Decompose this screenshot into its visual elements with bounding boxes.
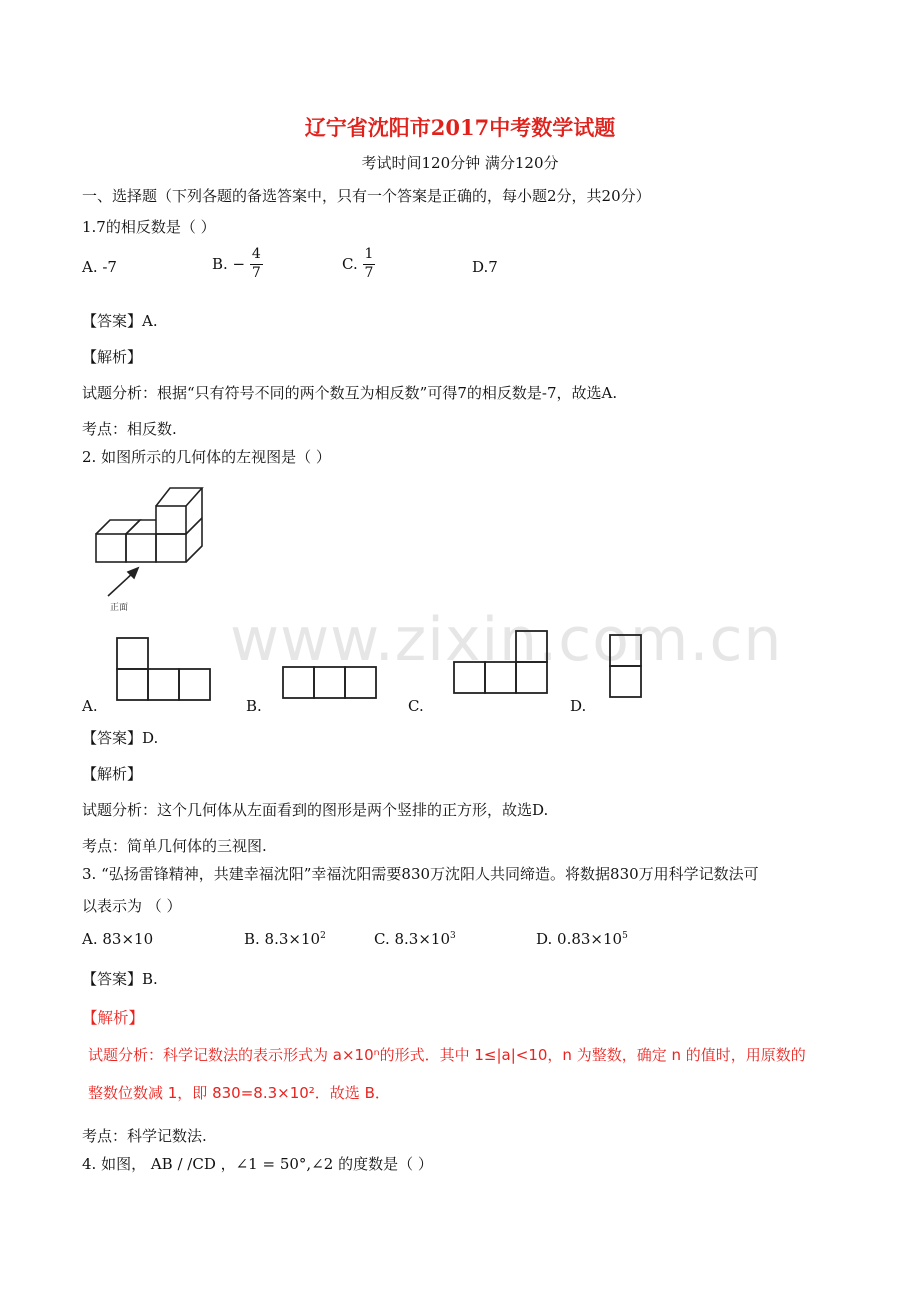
q2-answer: 【答案】D.: [82, 729, 159, 747]
q1-option-c-numerator: 1: [363, 246, 376, 265]
q2-option-d-label: D.: [570, 697, 587, 715]
exam-info: 考试时间120分钟 满分120分: [361, 154, 559, 172]
q3-analysis-label: 【解析】: [82, 1009, 145, 1027]
q3-option-c-exponent: 3: [450, 931, 456, 941]
q1-option-c-fraction: [363, 246, 376, 282]
q2-option-b-figure: [282, 666, 378, 700]
q3-option-a: A. 83×10: [82, 930, 154, 948]
q1-knowledge-point: 考点：相反数.: [82, 420, 177, 438]
q3-option-c-base: C. 8.3×10: [374, 930, 450, 948]
section-heading: 一、选择题（下列各题的备选答案中，只有一个答案是正确的，每小题2分，共20分）: [82, 187, 651, 205]
q3-stem-line2: 以表示为 （ ）: [82, 897, 182, 915]
q1-analysis: 试题分析：根据“只有符号不同的两个数互为相反数”可得7的相反数是-7，故选A.: [82, 384, 618, 402]
q3-stem-line1: 3. “弘扬雷锋精神，共建幸福沈阳”幸福沈阳需要830万沈阳人共同缔造。将数据830万用科学记数法可: [82, 865, 759, 883]
q2-option-a-figure: [116, 636, 212, 702]
page-title: 辽宁省沈阳市2017中考数学试题: [304, 115, 616, 140]
watermark: www.zixin.com.cn: [230, 605, 783, 675]
q3-option-d: [536, 930, 628, 948]
q3-answer: 【答案】B.: [82, 970, 158, 988]
q2-front-label: 正面: [110, 603, 129, 613]
q1-option-d: D.7: [472, 258, 498, 276]
q3-option-d-base: D. 0.83×10: [536, 930, 623, 948]
q1-option-a: A. -7: [82, 258, 117, 276]
q2-analysis-label: 【解析】: [82, 765, 143, 783]
q1-analysis-label: 【解析】: [82, 348, 143, 366]
q1-option-b-numerator: 4: [250, 246, 263, 265]
q1-option-b-denominator: 7: [251, 264, 261, 281]
q1-answer: 【答案】A.: [82, 312, 158, 330]
q3-knowledge-point: 考点：科学记数法.: [82, 1127, 207, 1145]
q2-knowledge-point: 考点：简单几何体的三视图.: [82, 837, 267, 855]
q3-analysis-line2: 整数位数减 1，即 830=8.3×10²．故选 B．: [88, 1084, 390, 1102]
q1-option-c-prefix: C.: [342, 255, 358, 273]
q1-option-b: [212, 246, 263, 282]
q2-option-b-label: B.: [246, 697, 262, 715]
q2-option-a-label: A.: [82, 697, 98, 715]
q1-option-c: [342, 246, 375, 282]
q2-stem: 2. 如图所示的几何体的左视图是（ ）: [82, 448, 331, 466]
q3-option-b-exponent: 2: [320, 931, 326, 941]
q3-option-b-base: B. 8.3×10: [244, 930, 321, 948]
q1-option-c-denominator: 7: [364, 264, 374, 281]
q3-option-b: [244, 930, 326, 948]
q3-option-c: [374, 930, 456, 948]
q3-option-d-exponent: 5: [622, 931, 628, 941]
q4-stem: 4. 如图， AB / /CD ，∠1 = 50°,∠2 的度数是（ ）: [82, 1155, 433, 1173]
q2-analysis: 试题分析：这个几何体从左面看到的图形是两个竖排的正方形，故选D.: [82, 801, 549, 819]
q3-analysis-line1: 试题分析：科学记数法的表示形式为 a×10ⁿ的形式．其中 1≤|a|<10，n 为整数，确定 n 的值时，用原数的: [88, 1046, 806, 1064]
q2-option-c-label: C.: [408, 697, 424, 715]
q1-option-b-fraction: [250, 246, 263, 282]
q1-option-b-prefix: B. −: [212, 255, 246, 273]
q2-solid-figure: [88, 484, 218, 614]
q1-stem: 1.7的相反数是（ ）: [82, 218, 216, 236]
q2-option-d-figure: [609, 634, 643, 698]
q2-option-c-figure: [453, 630, 549, 694]
